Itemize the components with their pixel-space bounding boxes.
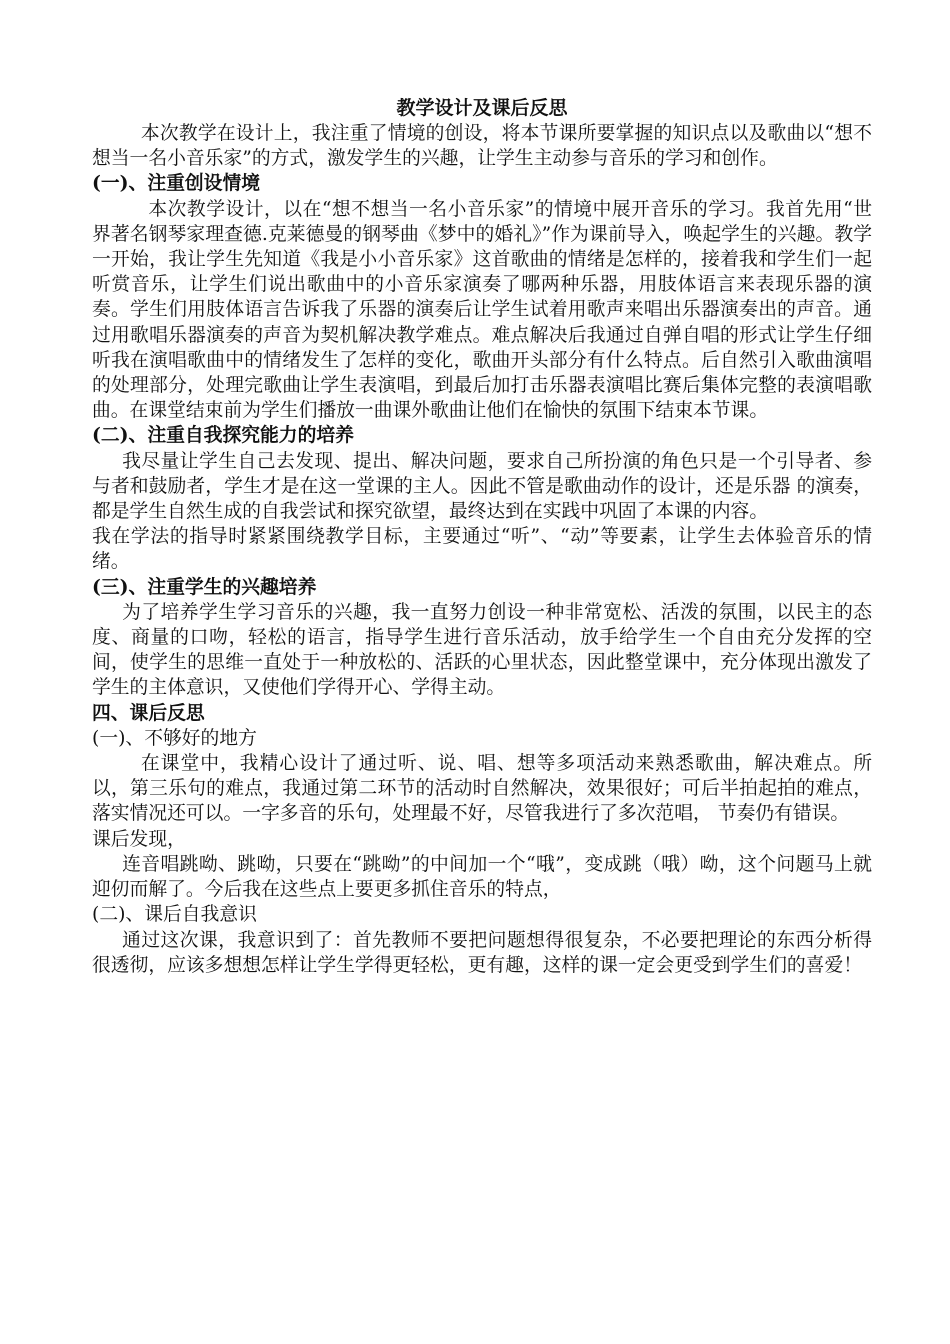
section4-paragraph-2: 连音唱跳呦、跳呦，只要在“跳呦”的中间加一个“哦”，变成跳（哦）呦，这个问题马上就迎仞而解了。今后我在这些点上要更多抓住音乐的特点， [92, 853, 872, 901]
section-heading-2: (二)、注重自我探究能力的培养 [92, 424, 354, 447]
section-heading-3: (三)、注重学生的兴趣培养 [92, 575, 317, 598]
intro-paragraph: 本次教学在设计上，我注重了情境的创设，将本节课所要掌握的知识点以及歌曲以“想不想当一名小音乐家”的方式，激发学生的兴趣，让学生主动参与音乐的学习和创作。 [92, 123, 872, 170]
section4-paragraph-1: 在课堂中，我精心设计了通过听、说、唱、想等多项活动来熟悉歌曲，解决难点。所以，第三乐句的难点，我通过第二环节的活动时自然解决，效果很好；可后半拍起拍的难点，落实情况还可以。一字多音的乐句，处理最不好，尽管我进行了多次范唱， 节奏仍有错误。 [92, 753, 872, 825]
subsection-heading-1: (一)、不够好的地方 [92, 727, 257, 749]
section2-paragraph-2: 我在学法的指导时紧紧围绕教学目标，主要通过“听”、“动”等要素，让学生去体验音乐的情绪。 [92, 526, 872, 573]
section4-paragraph-3: 通过这次课，我意识到了：首先教师不要把问题想得很复杂，不必要把理论的东西分析得很透彻，应该多想想怎样让学生学得更轻松，更有趣，这样的课一定会更受到学生们的喜爱！ [92, 929, 872, 976]
section-heading-4: 四、课后反思 [92, 701, 205, 724]
section2-paragraph-1: 我尽量让学生自己去发现、提出、解决问题，要求自己所扮演的角色只是一个引导者、参与者和鼓励者，学生才是在这一堂课的主人。因此不管是歌曲动作的设计，还是乐器 的演奏，都是学生自然生成的自我尝试和探究欲望，最终达到在实践中巩固了本课的内容。 [92, 450, 872, 523]
document-page [92, 96, 872, 978]
subsection-heading-2: (二)、课后自我意识 [92, 904, 257, 926]
section1-paragraph: 本次教学设计，以在“想不想当一名小音乐家”的情境中展开音乐的学习。我首先用“世界著名钢琴家理查德.克莱德曼的钢琴曲《梦中的婚礼》”作为课前导入，唤起学生的兴趣。教学一开始，我让学生先知道《我是小小音乐家》这首歌曲的情绪是怎样的，接着我和学生们一起听赏音乐，让学生们说出歌曲中的小音乐家演奏了哪两种乐器，用肢体语言来表现乐器的演奏。学生们用肢体语言告诉我了乐器的演奏后让学生试着用歌声来唱出乐器演奏出的声音。通过用歌唱乐器演奏的声音为契机解决教学难点。难点解决后我通过自弹自唱的形式让学生仔细听我在演唱歌曲中的情绪发生了怎样的变化，歌曲开头部分有什么特点。后自然引入歌曲演唱的处理部分，处理完歌曲让学生表演唱，到最后加打击乐器表演唱比赛后集体完整的表演唱歌曲。在课堂结束前为学生们播放一曲课外歌曲让他们在愉快的氛围下结束本节课。 [92, 198, 872, 422]
section3-paragraph: 为了培养学生学习音乐的兴趣，我一直努力创设一种非常宽松、活泼的氛围，以民主的态度、商量的口吻，轻松的语言，指导学生进行音乐活动，放手给学生一个自由充分发挥的空间，使学生的思维一直处于一种放松的、活跃的心里状态，因此整堂课中，充分体现出激发了学生的主体意识，又使他们学得开心、学得主动。 [92, 601, 872, 699]
found-line: 课后发现， [92, 828, 186, 850]
document-title: 教学设计及课后反思 [396, 97, 568, 119]
section-heading-1: (一)、注重创设情境 [92, 172, 261, 195]
